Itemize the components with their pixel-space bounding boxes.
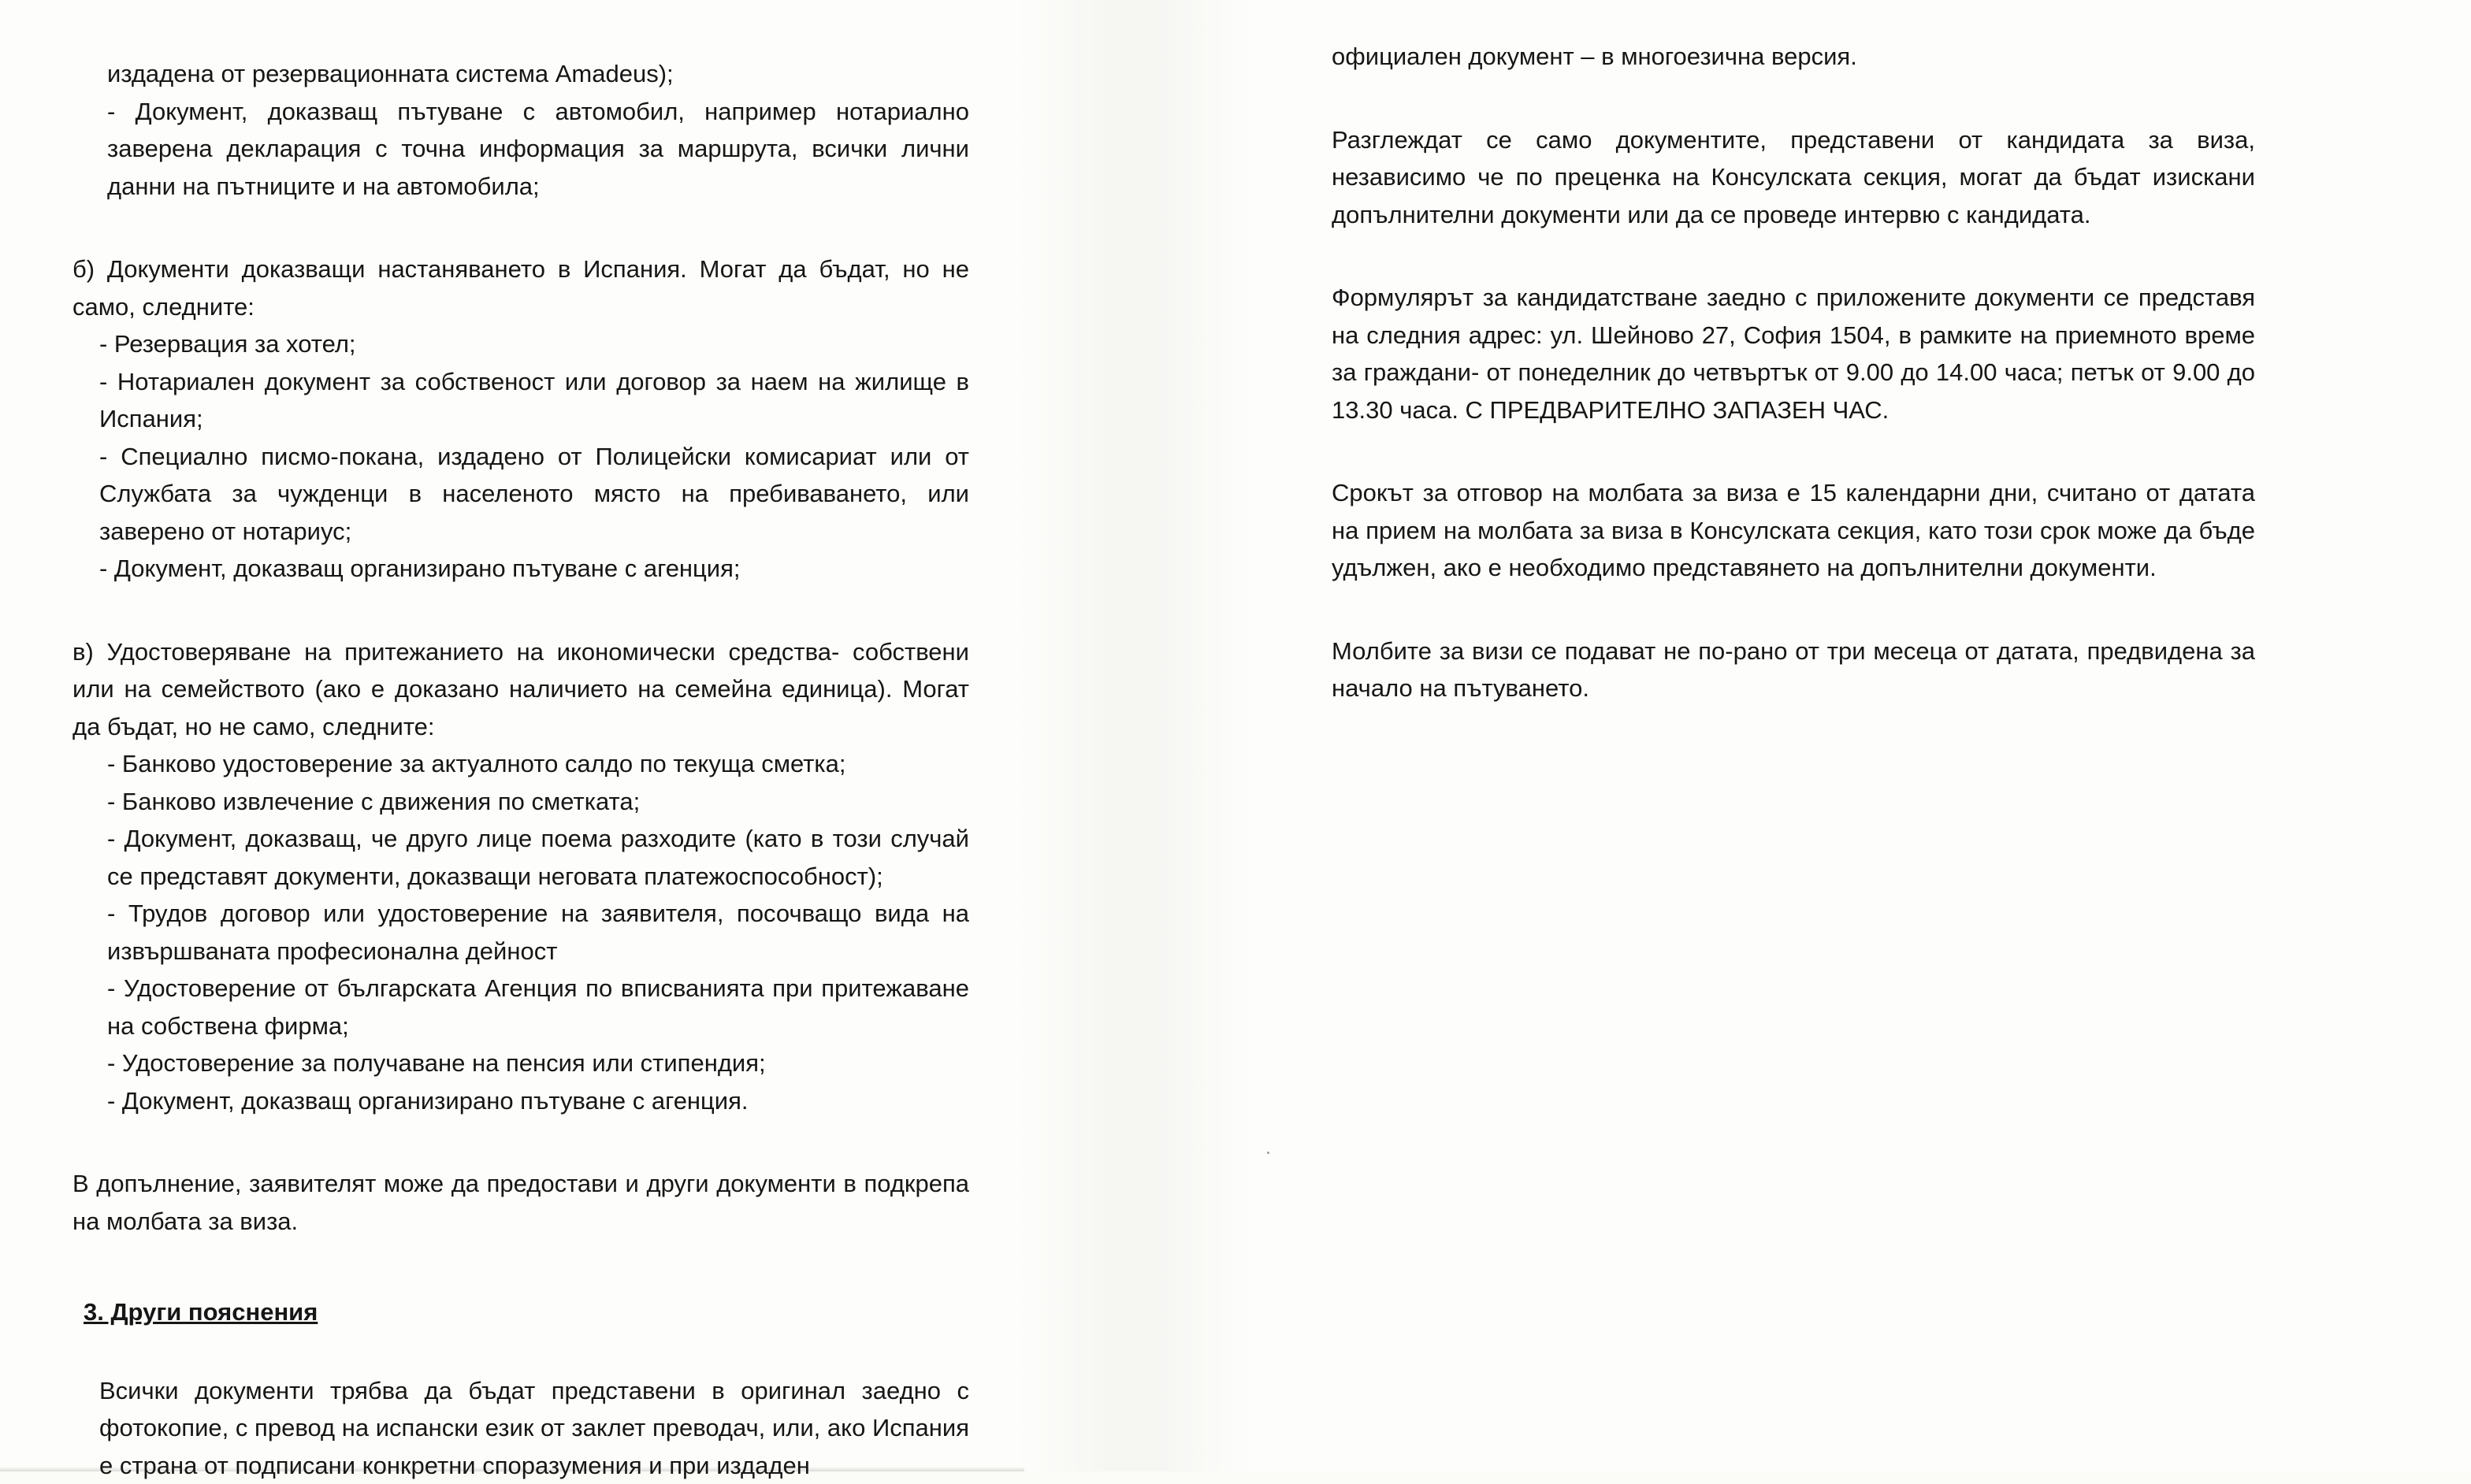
addition-paragraph: В допълнение, заявителят може да предостави и други документи в подкрепа на молбата за виза. xyxy=(72,1165,969,1240)
list-item: - Нотариален документ за собственост или договор за наем на жилище в Испания; xyxy=(99,363,969,438)
page-gutter xyxy=(1016,0,1253,1471)
list-item: - Документ, доказващ пътуване с автомобил, например нотариално заверена декларация с точна информация за маршрута, всички лични данни на пътниците и на автомобила; xyxy=(107,93,969,206)
paragraph-5: Молбите за визи се подават не по-рано от три месеца от датата, предвидена за начало на пътуването. xyxy=(1332,633,2255,707)
left-column xyxy=(72,55,969,1484)
paragraph-3: Формулярът за кандидатстване заедно с приложените документи се представя на следния адрес: ул. Шейново 27, София 1504, в рамките на приемното време за граждани- от понеделник до четвъртък от 9.00 до 14.00 часа; петък от 9.00 до 13.30 часа. С ПРЕДВАРИТЕЛНО ЗАПАЗЕН ЧАС. xyxy=(1332,279,2255,429)
paragraph-2: Разглеждат се само документите, представени от кандидата за виза, независимо че по преценка на Консулската секция, могат да бъдат изискани допълнителни документи или да се проведе интервю с кандидата. xyxy=(1332,121,2255,234)
list-item: - Документ, доказващ, че друго лице поема разходите (като в този случай се представят документи, доказващи неговата платежоспособност); xyxy=(107,820,969,895)
list-item: - Специално писмо-покана, издадено от Полицейски комисариат или от Службата за чужденци в населеното място на пребиваването, или заверено от нотариус; xyxy=(99,438,969,551)
list-item: - Удостоверение от българската Агенция по вписванията при притежаване на собствена фирма; xyxy=(107,970,969,1044)
list-item: - Резервация за хотел; xyxy=(99,325,969,363)
paragraph-4: Срокът за отговор на молбата за виза е 15 календарни дни, считано от датата на прием на молбата за виза в Консулската секция, като този срок може да бъде удължен, ако е необходимо представянето на допълнителни документи. xyxy=(1332,474,2255,587)
list-item: - Документ, доказващ организирано пътуване с агенция. xyxy=(107,1082,969,1120)
right-column xyxy=(1332,38,2255,707)
section-v-intro: в) Удостоверяване на притежанието на икономически средства- собствени или на семейството (ако е доказано наличието на семейна единица). Могат да бъдат, но не само, следните: xyxy=(72,633,969,746)
section-3-paragraph: Всички документи трябва да бъдат представени в оригинал заедно с фотокопие, с превод на испански език от заклет преводач, или, ако Испания е страна от подписани конкретни споразумения и при издаден xyxy=(99,1372,969,1484)
section-3-heading: 3. Други пояснения xyxy=(84,1293,969,1331)
section-b-intro: б) Документи доказващи настаняването в Испания. Могат да бъдат, но не само, следните: xyxy=(72,250,969,325)
list-item: - Трудов договор или удостоверение на заявителя, посочващо вида на извършваната професионална дейност xyxy=(107,895,969,970)
list-item: - Банково удостоверение за актуалното салдо по текуща сметка; xyxy=(107,745,969,783)
list-item: - Банково извлечение с движения по сметката; xyxy=(107,783,969,821)
scan-speck xyxy=(1267,1152,1269,1154)
text-line: издадена от резервационната система Amadeus); xyxy=(107,55,969,93)
paragraph-1: официален документ – в многоезична версия. xyxy=(1332,38,2255,76)
list-item: - Документ, доказващ организирано пътуване с агенция; xyxy=(99,550,969,588)
list-item: - Удостоверение за получаване на пенсия или стипендия; xyxy=(107,1044,969,1082)
